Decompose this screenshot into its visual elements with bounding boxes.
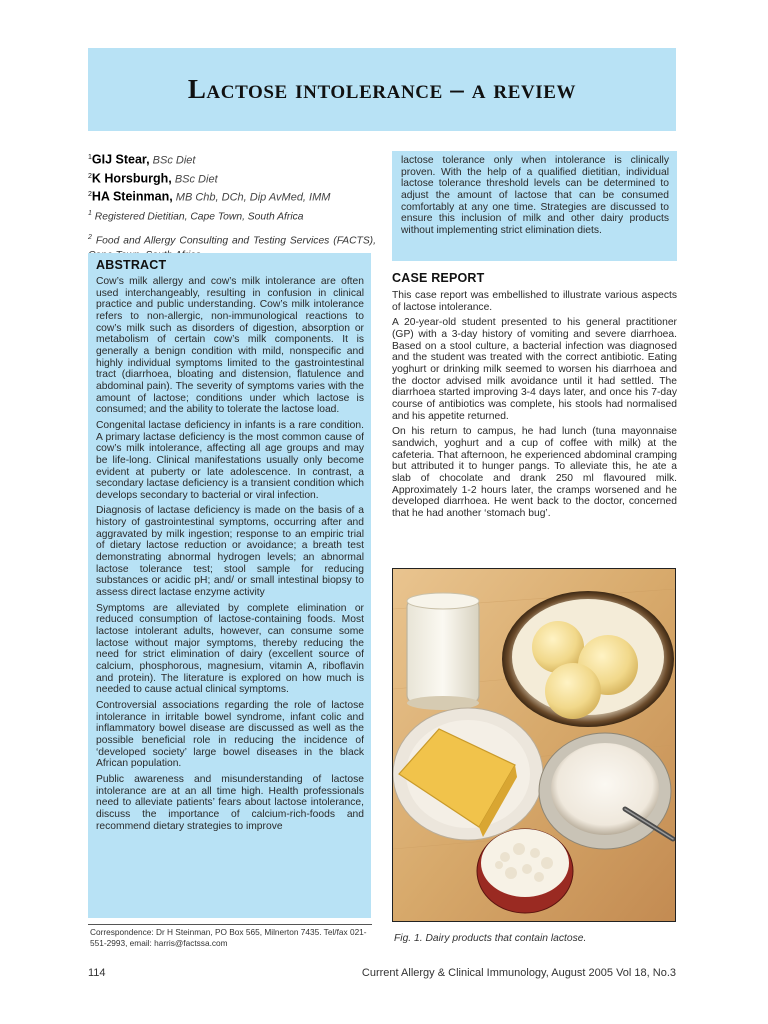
correspondence-rule: [88, 924, 372, 925]
author-2: [88, 169, 376, 188]
author-block: [88, 150, 376, 263]
author-sup: 2: [88, 172, 92, 180]
case-report-paragraph: This case report was embellished to illustrate various aspects of lactose intolerance.: [392, 290, 677, 313]
cottage-cheese-illustration: [477, 829, 573, 913]
affiliation-text: Registered Dietitian, Cape Town, South Africa: [94, 211, 304, 223]
ice-cream-bowl-illustration: [502, 591, 674, 727]
case-report-heading: CASE REPORT: [392, 271, 485, 285]
author-sup: 2: [88, 191, 92, 199]
journal-citation: Current Allergy & Clinical Immunology, August 2005 Vol 18, No.3: [361, 967, 676, 979]
page-number: 114: [88, 967, 106, 979]
abstract-paragraph: Controversial associations regarding the role of lactose intolerance in irritable bowel syndrome, infant colic and inflammatory bowel disease are discussed as well as the possible beneficial role in reducing the incidence of ‘developed society’ large bowel diseases in the black African population.: [96, 699, 364, 770]
abstract-continuation: lactose tolerance only when intolerance is clinically proven. With the help of a qualified dietitian, individual lactose tolerance threshold levels can be determined to adjust the amount of lactose that can be consumed comfortably at any one time. Strategies are discussed to ensure this inclusion of milk and other dairy products without implementing strict elimination diets.: [401, 155, 669, 236]
author-sup: 1: [88, 154, 92, 161]
abstract-paragraph: Cow’s milk allergy and cow’s milk intolerance are often used interchangeably, resulting in confusion in clinical practice and public understanding. Cow’s milk intolerance refers to non-allergic, non-immunological reactions to cow’s milk such as disorders of digestion, absorption or metabolism of certain cow’s milk components. It is generally a benign condition with mild, nonspecific and highly individual symptoms limited to the gastrointestinal tract (diarrhoea, bloating and distension, flatulence and abdominal pain). The severity of symptoms varies with the amount of lactose; conditions under which lactose is consumed; and the ability to tolerate the lactose load.: [96, 276, 364, 416]
article-title: Lactose intolerance – a review: [187, 74, 577, 104]
abstract-box: [88, 253, 371, 918]
milk-glass-illustration: [407, 593, 479, 710]
abstract-paragraph: Symptoms are alleviated by complete elimination or reduced consumption of lactose-containing foods. Most lactose intolerant adults, however, can consume some lactose without major symptoms, thereby reducing the need for strict elimination of dairy (excellent source of calcium, phosphorous, magnesium, vitamin A, riboflavin and protein). The literature is explored on how much is needed to cause actual clinical symptoms.: [96, 602, 364, 696]
affiliation-1: [88, 207, 376, 224]
case-report-paragraph: On his return to campus, he had lunch (tuna mayonnaise sandwich, yoghurt and a cup of coffee with milk) at the cafeteria. That afternoon, he experienced abdominal cramping but attributed it to hunger pangs. To alleviate this, he ate a slab of chocolate and drank 250 ml flavoured milk. Approximately 1-2 hours later, the cramps worsened and he developed diarrhoea. He went back to the doctor, concerned that he had another ‘stomach bug’.: [392, 426, 677, 519]
author-degrees: BSc Diet: [174, 173, 218, 186]
author-3: [88, 187, 376, 206]
abstract-heading: ABSTRACT: [96, 258, 167, 272]
author-1: [88, 150, 376, 169]
figure-caption: Fig. 1. Dairy products that contain lactose.: [394, 933, 587, 944]
affiliation-sup: 2: [88, 234, 92, 242]
abstract-paragraph: Congenital lactase deficiency in infants is a rare condition. A primary lactase deficiency is the most common cause of cow’s milk intolerance, affecting all age groups and may be life-long. Clinical manifestations usually only become evident at puberty or late adolescence. In contrast, a secondary lactase deficiency is a transient condition which develops secondary to bacterial or viral infection.: [96, 419, 364, 501]
case-report-section: [392, 271, 677, 523]
author-name: GIJ Stear,: [91, 152, 150, 167]
dairy-products-photo: [392, 568, 676, 922]
abstract-continuation-box: [392, 151, 677, 261]
affiliation-sup: 1: [88, 209, 92, 217]
custard-slice-illustration: [393, 708, 543, 840]
author-degrees: MB Chb, DCh, Dip AvMed, IMM: [175, 191, 331, 204]
abstract-paragraph: Public awareness and misunderstanding of lactose intolerance are at an all time high. Health professionals need to alleviate patients’ fears about lactose intolerance, discuss the importance of calcium-rich-foods and recommend dietary strategies to improve: [96, 773, 364, 832]
author-name: HA Steinman,: [91, 189, 173, 204]
correspondence: Correspondence: Dr H Steinman, PO Box 565, Milnerton 7435. Tel/fax 021-551-2993, email: harris@factssa.com: [90, 927, 367, 948]
author-name: K Horsburgh,: [91, 171, 172, 186]
title-band: [88, 48, 676, 131]
abstract-paragraph: Diagnosis of lactase deficiency is made on the basis of a history of gastrointestinal symptoms, occurring after and aggravated by milk ingestion; response to an empiric trial of dietary lactose reduction or avoidance; a breath test demonstrating abnormal hydrogen levels; an abnormal lactose tolerance test; stool sample for reducing substances or acidic pH; and/ or small intestinal biopsy to assess direct lactase enzyme activity: [96, 505, 364, 599]
affiliation-text: Food and Allergy Consulting and Testing Services (FACTS),: [95, 235, 376, 247]
case-report-paragraph: A 20-year-old student presented to his general practitioner (GP) with a 3-day history of vomiting and severe diarrhoea. Based on a stool culture, a bacterial infection was diagnosed and the student was treated with the correct antibiotic. Eating yoghurt or drinking milk seemed to worsen his diarrhoea and the doctor advised milk avoidance until it had settled. The diarrhoea started improving 3-4 days later, and once his 7-day course of antibiotics was complete, his stools had normalised and his appetite returned.: [392, 317, 677, 422]
author-degrees: BSc Diet: [152, 154, 196, 167]
